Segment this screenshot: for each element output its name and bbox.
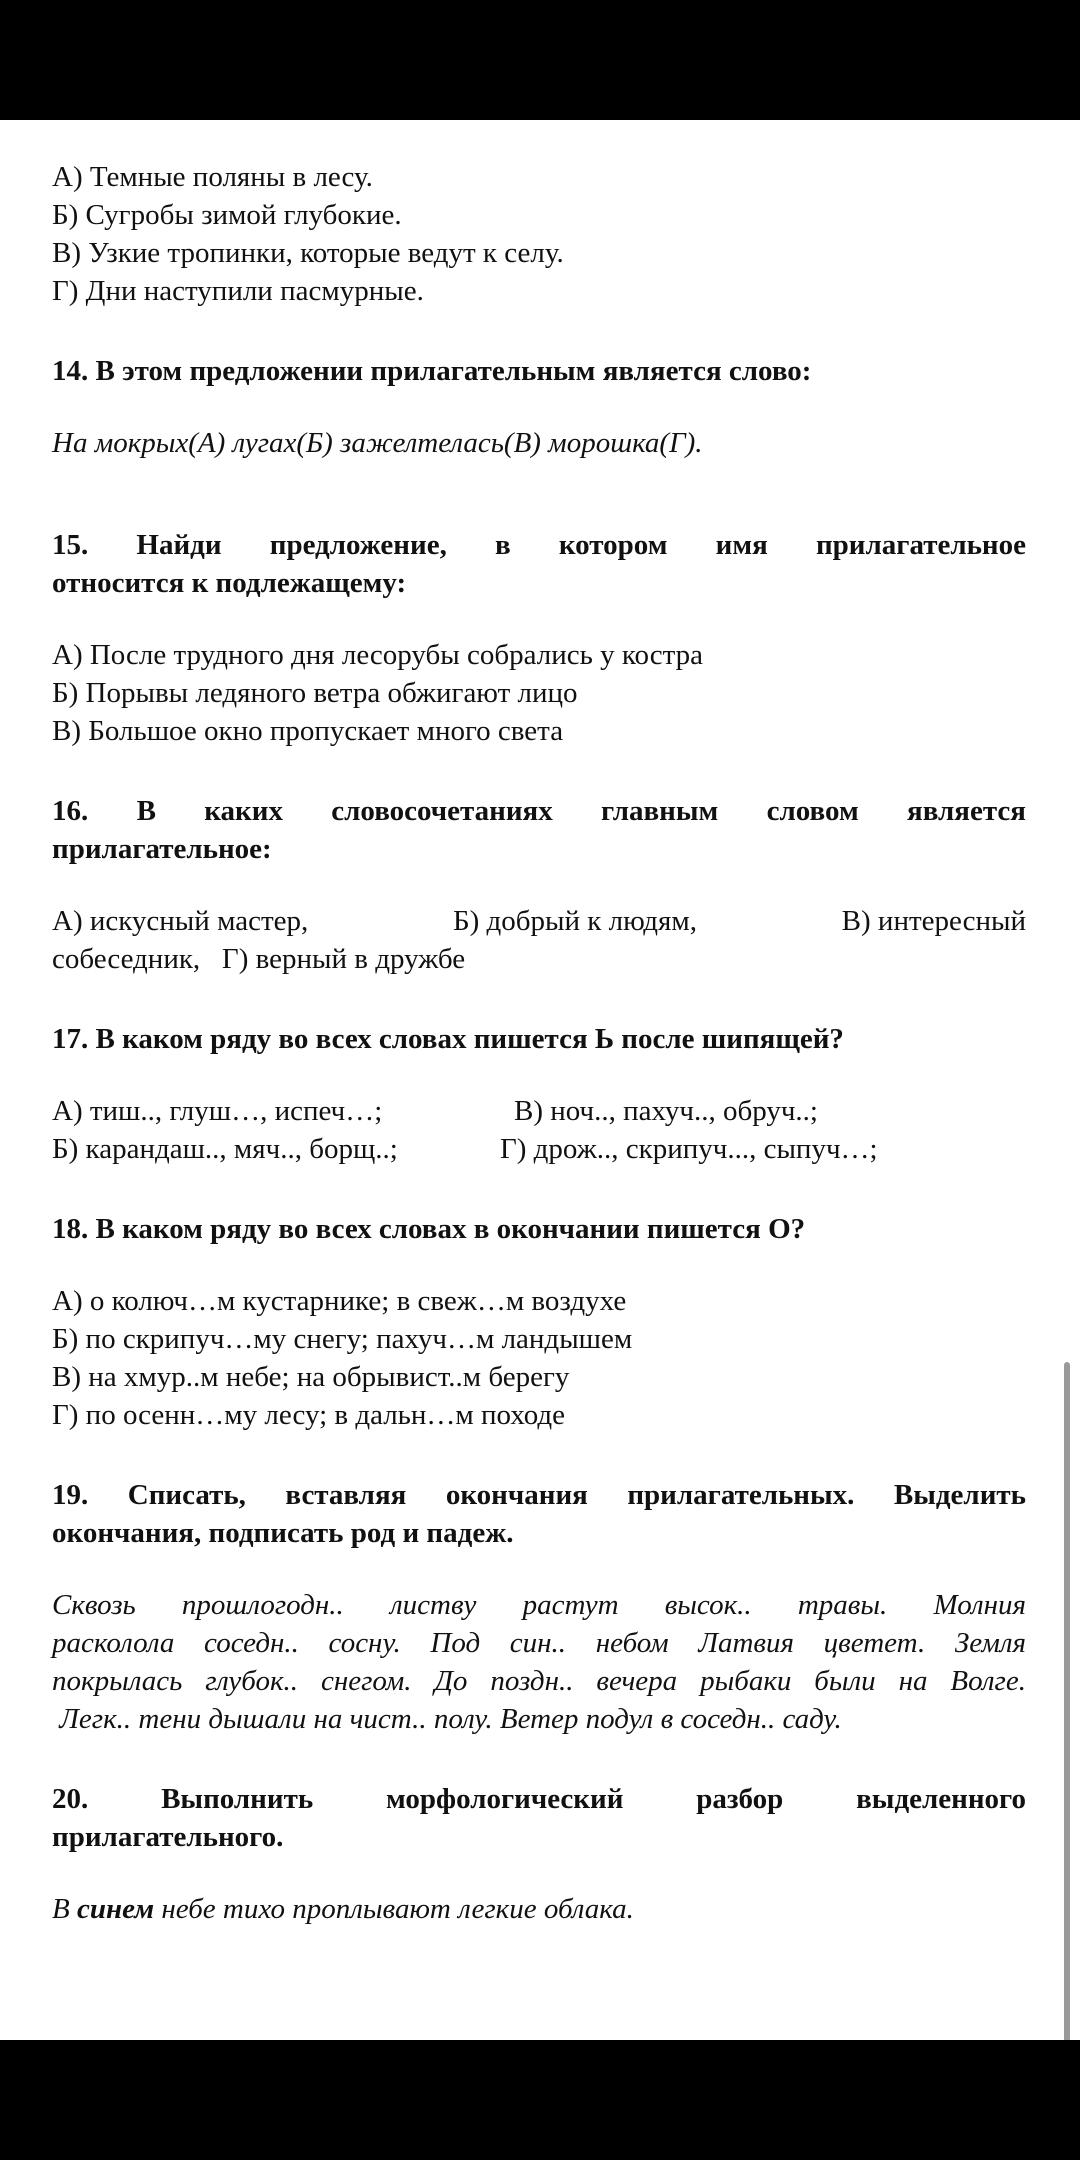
q19-title-line1: 19. Списать, вставляя окончания прилагательных. Выделить (52, 1479, 1026, 1511)
q15-option-b: Б) Порывы ледяного ветра обжигают лицо (52, 677, 578, 709)
q15-title-line1: 15. Найди предложение, в котором имя прилагательное (52, 529, 1026, 561)
scrollbar-thumb[interactable] (1064, 1362, 1070, 2040)
document-content (52, 158, 1026, 1928)
q16-options-row1 (52, 902, 1026, 940)
q17-options-row2 (52, 1130, 1026, 1168)
q16-option-a: А) искусный мастер, (52, 905, 309, 937)
q13-option-b: Б) Сугробы зимой глубокие. (52, 199, 402, 231)
bottom-navigation-bar (0, 2040, 1080, 2160)
q18-option-a: А) о колюч…м кустарнике; в свеж…м воздухе (52, 1285, 627, 1317)
q20-sentence (52, 1890, 1026, 1928)
q17-options-row1 (52, 1092, 1026, 1130)
q19-title-line2: окончания, подписать род и падеж. (52, 1517, 514, 1549)
q15-title-line2: относится к подлежащему: (52, 567, 407, 599)
q16-title-line2: прилагательное: (52, 833, 272, 865)
top-system-bar (0, 0, 1080, 120)
q19-text-line3: покрылась глубок.. снегом. До поздн.. вечера рыбаки были на Волге. (52, 1665, 1026, 1697)
q20-title-line1: 20. Выполнить морфологический разбор выделенного (52, 1783, 1026, 1815)
q14-sentence: На мокрых(А) лугах(Б) зажелтелась(В) морошка(Г). (52, 427, 703, 459)
q16-option-b: Б) добрый к людям, (452, 905, 697, 937)
q16-option-v: В) интересный (841, 905, 1026, 937)
q19-text-line1: Сквозь прошлогодн.. листву растут высок.. травы. Молния (52, 1589, 1026, 1621)
q18-option-b: Б) по скрипуч…му снегу; пахуч…м ландышем (52, 1323, 633, 1355)
q13-option-a: А) Темные поляны в лесу. (52, 161, 373, 193)
q20-highlighted-word: синем (76, 1893, 155, 1925)
q19-text-line2: расколола соседн.. сосну. Под син.. небом Латвия цветет. Земля (52, 1627, 1026, 1659)
q13-option-v: В) Узкие тропинки, которые ведут к селу. (52, 237, 564, 269)
q20-sentence-end: небе тихо проплывают легкие облака. (154, 1893, 634, 1925)
q19-text-line4: Легк.. тени дышали на чист.. полу. Ветер подул в соседн.. саду. (52, 1703, 842, 1735)
q13-options (52, 158, 1026, 310)
q18-option-g: Г) по осенн…му лесу; в дальн…м походе (52, 1399, 566, 1431)
q16-options-row2: собеседник, Г) верный в дружбе (52, 943, 466, 975)
q17-option-a: А) тиш.., глуш…, испеч…; (52, 1095, 383, 1127)
q15-option-v: В) Большое окно пропускает много света (52, 715, 564, 747)
q17-option-g: Г) дрож.., скрипуч..., сыпуч…; (500, 1133, 878, 1165)
q20-title-line2: прилагательного. (52, 1821, 284, 1853)
q16-title-line1: 16. В каких словосочетаниях главным словом является (52, 795, 1026, 827)
document-page[interactable] (0, 120, 1080, 2040)
q18-title: 18. В каком ряду во всех словах в окончании пишется О? (52, 1213, 806, 1245)
q20-sentence-start: В (52, 1893, 77, 1925)
q13-option-g: Г) Дни наступили пасмурные. (52, 275, 424, 307)
q18-option-v: В) на хмур..м небе; на обрывист..м берегу (52, 1361, 570, 1393)
q17-title: 17. В каком ряду во всех словах пишется Ь после шипящей? (52, 1023, 844, 1055)
q15-option-a: А) После трудного дня лесорубы собрались у костра (52, 639, 703, 671)
q14-title: 14. В этом предложении прилагательным является слово: (52, 355, 812, 387)
q17-option-v: В) ноч.., пахуч.., обруч..; (514, 1095, 818, 1127)
q17-option-b: Б) карандаш.., мяч.., борщ..; (52, 1133, 398, 1165)
